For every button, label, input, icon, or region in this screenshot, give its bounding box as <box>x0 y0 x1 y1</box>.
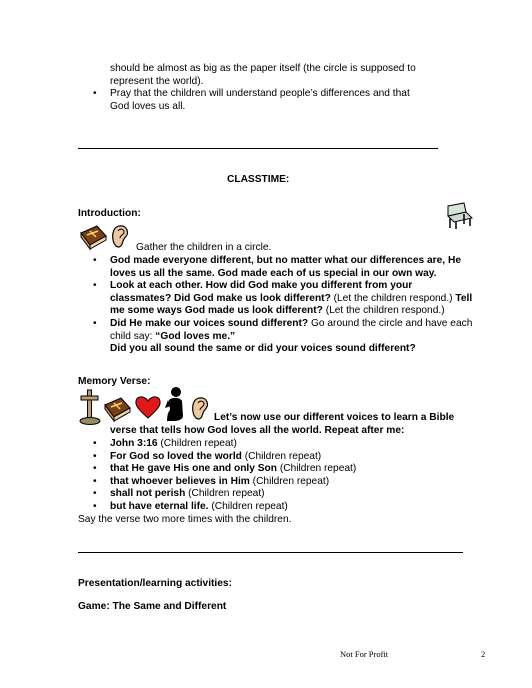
intro-bold-text: Tell <box>455 292 473 304</box>
intro-bold-text: me some ways God made us look different? <box>110 305 323 317</box>
page-number: 2 <box>481 649 486 659</box>
verse-line: For God so loved the world <box>110 450 242 462</box>
intro-plain-text: Go around the circle and have each <box>308 317 473 329</box>
ear-icon <box>110 222 130 250</box>
prayer-line: Pray that the children will understand people’s differences and that <box>110 88 410 99</box>
bible-icon <box>78 222 108 252</box>
section-divider <box>78 552 463 553</box>
intro-bold-text: Did you all sound the same or did your voices sound different? <box>110 343 416 355</box>
verse-line: that He gave His one and only Son <box>110 463 277 475</box>
prayer-item <box>93 88 410 113</box>
ear-icon <box>190 394 210 422</box>
memory-verse-heading: Memory Verse: <box>78 376 151 387</box>
memory-verse-intro-line: verse that tells how God loves all the world. Repeat after me: <box>110 425 405 436</box>
verse-line: that whoever believes in Him <box>110 475 250 487</box>
repeat-note: (Children repeat) <box>208 500 288 512</box>
verse-list <box>93 438 356 514</box>
verse-item <box>93 488 356 501</box>
introduction-heading: Introduction: <box>78 208 141 219</box>
intro-bold-text: God made everyone different, but no matter what our differences are, He <box>110 255 461 266</box>
intro-bold-text: loves us all the same. God made each of us special in our own way. <box>110 267 437 279</box>
verse-item <box>93 501 356 514</box>
verse-item <box>93 451 356 464</box>
section-divider <box>78 148 438 149</box>
prayer-list <box>93 88 410 113</box>
repeat-note: (Children repeat) <box>157 438 237 449</box>
verse-item <box>93 476 356 489</box>
intro-bold-text: classmates? Did God make us look different? <box>110 292 331 304</box>
footer-note: Not For Profit <box>340 649 389 659</box>
praying-person-icon <box>164 386 186 422</box>
verse-line: shall not perish <box>110 488 186 500</box>
bible-icon <box>102 394 132 424</box>
chair-icon <box>444 202 476 230</box>
continued-text-line: represent the world). <box>110 75 204 87</box>
introduction-item <box>93 280 503 318</box>
verse-line: John 3:16 <box>110 438 158 449</box>
intro-bold-text: “God loves me.” <box>155 330 236 342</box>
cross-icon <box>78 388 102 426</box>
intro-plain-text: (Let the children respond.) <box>330 292 456 304</box>
introduction-list <box>93 255 503 356</box>
gather-instruction: Gather the children in a circle. <box>136 242 272 253</box>
verse-line: but have eternal life. <box>110 500 209 512</box>
intro-bold-text: Look at each other. How did God make you different from your <box>110 280 413 292</box>
repeat-note: (Children repeat) <box>241 450 322 462</box>
intro-plain-text: (Let the children respond.) <box>322 305 445 317</box>
heart-icon <box>134 394 162 420</box>
prayer-line: God loves us all. <box>110 100 186 112</box>
introduction-item <box>93 318 503 356</box>
continued-text-line: should be almost as big as the paper itself (the circle is supposed to <box>110 63 416 74</box>
classtime-heading: CLASSTIME: <box>227 174 290 185</box>
repeat-note: (Children repeat) <box>277 463 357 475</box>
intro-plain-text: child say: <box>110 330 156 342</box>
memory-verse-intro-line: Let’s now use our different voices to learn a Bible <box>214 412 455 423</box>
verse-item <box>93 463 356 476</box>
game-heading: Game: The Same and Different <box>78 601 227 612</box>
repeat-note: (Children repeat) <box>249 475 330 487</box>
presentation-heading: Presentation/learning activities: <box>78 578 232 589</box>
repeat-note: (Children repeat) <box>185 488 265 500</box>
verse-item <box>93 438 356 451</box>
intro-bold-text: Did He make our voices sound different? <box>110 317 309 329</box>
memory-verse-closing: Say the verse two more times with the children. <box>78 514 292 525</box>
introduction-item <box>93 255 503 280</box>
